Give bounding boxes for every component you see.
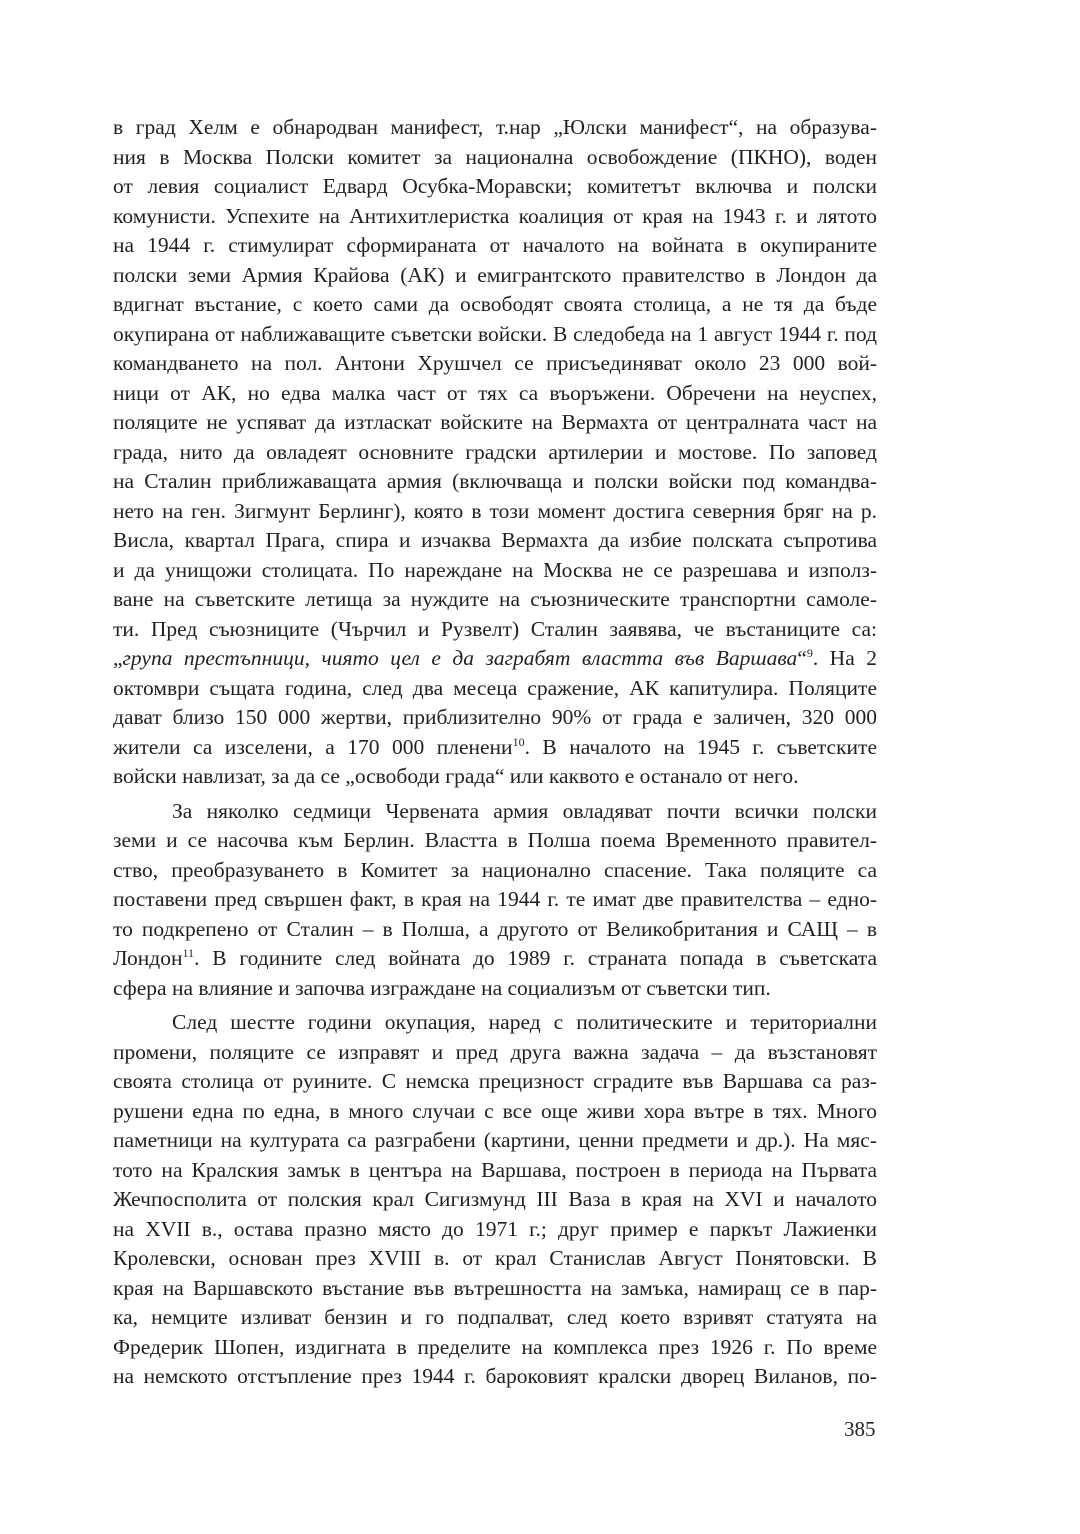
text-run: “ (797, 646, 807, 670)
text-run: . На 2 (812, 646, 877, 670)
text-line (113, 261, 877, 291)
text-run: войски навлизат, за да се „освободи града“ или каквото е останало от него. (113, 764, 799, 788)
text-line (113, 143, 877, 173)
footnote-ref: 11 (182, 946, 195, 960)
text-line (113, 379, 877, 409)
text-line (113, 202, 877, 232)
text-run: ници от АК, но едва малка част от тях са въоръжени. Обречени на неуспех, (113, 380, 877, 405)
text-run: то подкрепено от Сталин – в Полша, а другото от Великобритания и САЩ – в (113, 916, 877, 941)
text-run: дават близо 150 000 жертви, приблизително 90% от града е заличен, 320 000 (113, 705, 877, 729)
text-run: . В годините след войната до 1989 г. страната попада в съветската (194, 946, 877, 970)
text-line (113, 231, 877, 261)
text-line (113, 733, 877, 763)
text-run: След шестте години окупация, наред с политическите и териториални (172, 1010, 877, 1034)
text-line (113, 856, 877, 886)
text-run: на немското отстъпление през 1944 г. бароковият кралски дворец Виланов, по- (113, 1364, 877, 1388)
text-line (113, 915, 877, 945)
text-run: поставени пред свършен факт, в края на 1944 г. те имат две правителства – едно- (113, 887, 877, 911)
text-run: Лондон (113, 946, 183, 970)
text-line (113, 1303, 877, 1333)
body-text (113, 113, 877, 1392)
italic-quote: група престъпници, чиято цел е да заграбят властта във Варшава (122, 646, 798, 670)
text-line (113, 1185, 877, 1215)
text-line (113, 1274, 877, 1304)
text-run: ти. Пред съюзниците (Чърчил и Рузвелт) Сталин заявява, че въстаниците са: (113, 616, 877, 641)
text-run: Жечпосполита от полския крал Сигизмунд III Ваза в края на XVI и началото (113, 1187, 877, 1211)
text-run: в град Хелм е обнародван манифест, т.нар „Юлски манифест“, на образува- (113, 115, 877, 139)
text-line (113, 172, 877, 202)
text-run: края на Варшавското въстание във вътрешността на замъка, намиращ се в пар- (113, 1275, 877, 1300)
footnote-ref: 9 (806, 646, 813, 660)
text-line (113, 497, 877, 527)
text-line (113, 974, 877, 1004)
text-run: октомври същата година, след два месеца сражение, АК капитулира. Поляците (113, 675, 877, 700)
text-line (113, 1333, 877, 1363)
text-line (113, 762, 877, 792)
text-run: ване на съветските летища за нуждите на съюзническите транспортни самоле- (113, 587, 877, 611)
text-line (113, 1008, 877, 1038)
text-line (113, 585, 877, 615)
text-line (113, 885, 877, 915)
text-run: поляците не успяват да изтласкат войските на Вермахта от централната част на (113, 410, 877, 434)
page-number: 385 (844, 1417, 876, 1441)
text-run: промени, поляците се изправят и пред друга важна задача – да възстановят (113, 1039, 877, 1064)
text-run: полски земи Армия Крайова (АК) и емигрантското правителство в Лондон да (113, 262, 877, 287)
paragraph (113, 797, 877, 1004)
text-run: командването на пол. Антони Хрушчел се присъединяват около 23 000 вой- (113, 351, 877, 375)
text-run: града, нито да овладеят основните градски артилерии и мостове. По заповед (113, 439, 877, 464)
text-line (113, 944, 877, 974)
text-run: на 1944 г. стимулират сформираната от началото на войната в окупираните (113, 233, 877, 257)
text-line (113, 290, 877, 320)
text-line (113, 703, 877, 733)
text-line (113, 1097, 877, 1127)
text-line (113, 674, 877, 704)
text-run: нето на ген. Зигмунт Берлинг), която в този момент достига северния бряг на р. (113, 498, 877, 523)
text-line (113, 1156, 877, 1186)
text-line (113, 1215, 877, 1245)
text-line (113, 797, 877, 827)
text-run: Фредерик Шопен, издигната в пределите на комплекса през 1926 г. По време (113, 1334, 877, 1359)
paragraph (113, 113, 877, 792)
text-run: на Сталин приближаващата армия (включваща и полски войски под командва- (113, 469, 877, 493)
text-run: от левия социалист Едвард Осубка-Моравски; комитетът включва и полски (113, 174, 877, 198)
text-run: ка, немците изливат бензин и го подпалват, след което взривят статуята на (113, 1305, 877, 1329)
text-line (113, 826, 877, 856)
text-run: паметници на културата са разграбени (картини, ценни предмети и др.). На мяс- (113, 1128, 877, 1152)
text-line (113, 320, 877, 350)
text-run: окупирана от наближаващите съветски войски. В следобеда на 1 август 1944 г. под (113, 321, 877, 346)
text-run: жители са изселени, а 170 000 пленени (113, 734, 513, 759)
footnote-ref: 10 (512, 734, 525, 749)
text-run: . В началото на 1945 г. съветските (524, 734, 877, 759)
text-line (113, 113, 877, 143)
text-line (113, 1038, 877, 1068)
text-run: земи и се насочва към Берлин. Властта в Полша поема Временното правител- (113, 828, 877, 852)
text-line (113, 408, 877, 438)
text-line (113, 467, 877, 497)
text-line (113, 1362, 877, 1392)
text-run: своята столица от руините. С немска прецизност сградите във Варшава са раз- (113, 1069, 877, 1093)
text-line (113, 644, 877, 674)
text-run: вдигнат въстание, с което сами да освободят своята столица, а не тя да бъде (113, 292, 877, 316)
text-run: Висла, квартал Прага, спира и изчаква Вермахта да избие полската съпротива (113, 528, 877, 552)
text-run: Кролевски, основан през XVIII в. от крал Станислав Август Понятовски. В (113, 1246, 877, 1270)
text-run: рушени една по една, в много случаи с все още живи хора вътре в тях. Много (113, 1098, 877, 1123)
text-line (113, 438, 877, 468)
text-run: на XVII в., остава празно място до 1971 г.; друг пример е паркът Лажиенки (113, 1216, 877, 1241)
text-line (113, 1067, 877, 1097)
text-run: сфера на влияние и започва изграждане на социализъм от съветски тип. (113, 975, 771, 1000)
text-run: За няколко седмици Червената армия овладяват почти всички полски (172, 798, 877, 823)
text-run: и да унищожи столицата. По нареждане на Москва не се разрешава и използ- (113, 557, 877, 582)
text-line (113, 1244, 877, 1274)
text-run: ния в Москва Полски комитет за национална освобождение (ПКНО), воден (113, 144, 877, 169)
text-line (113, 615, 877, 645)
text-line (113, 526, 877, 556)
text-line (113, 556, 877, 586)
paragraph (113, 1008, 877, 1392)
text-line (113, 1126, 877, 1156)
text-line (113, 349, 877, 379)
text-run: „ (113, 646, 123, 670)
text-run: комунисти. Успехите на Антихитлеристка коалиция от края на 1943 г. и лятото (113, 203, 877, 228)
text-run: тото на Кралския замък в центъра на Варшава, построен в периода на Първата (113, 1157, 877, 1182)
text-run: ство, преобразуването в Комитет за национално спасение. Така поляците са (113, 857, 877, 882)
